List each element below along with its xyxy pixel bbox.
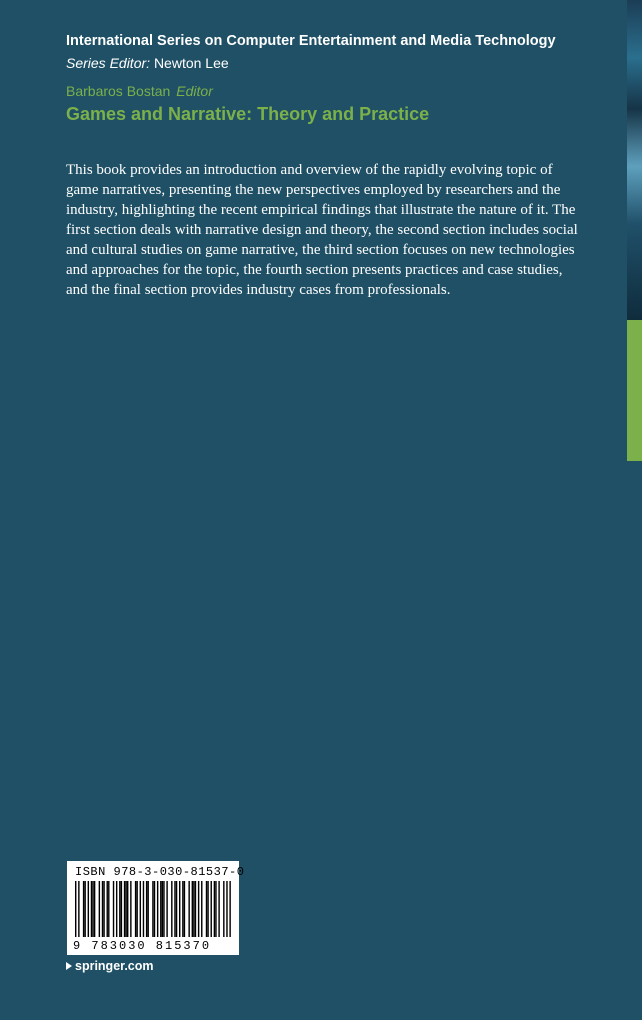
book-editor — [66, 83, 213, 99]
book-editor-name: Barbaros Bostan — [66, 83, 171, 99]
cover-image-strip — [627, 0, 642, 320]
book-description: This book provides an introduction and overview of the rapidly evolving topic of game narratives, presenting the new perspectives employed by researchers and the industry, highlighting the recent empirical findings that illustrate the nature of it. The first section deals with narrative design and theory, the second section includes social and cultural studies on game narrative, the third section focuses on new technologies and approaches for the topic, the fourth section presents practices and case studies, and the final section provides industry cases from professionals. — [66, 162, 578, 298]
spine-accent-bar — [627, 320, 642, 461]
isbn-barcode — [67, 861, 245, 955]
triangle-right-icon — [66, 962, 72, 970]
series-title: International Series on Computer Entertainment and Media Technology — [66, 33, 556, 49]
barcode-digits: 9 783030 815370 — [73, 939, 212, 953]
series-editor-name: Newton Lee — [153, 55, 229, 71]
book-editor-role: Editor — [176, 83, 213, 99]
series-editor-label: Series Editor: — [66, 55, 151, 71]
book-title: Games and Narrative: Theory and Practice — [66, 104, 430, 124]
isbn-label: ISBN 978-3-030-81537-0 — [75, 865, 245, 879]
series-editor — [66, 55, 229, 71]
publisher-link[interactable] — [66, 959, 154, 973]
publisher-link-text: springer.com — [75, 959, 154, 973]
barcode-icon — [75, 881, 231, 939]
